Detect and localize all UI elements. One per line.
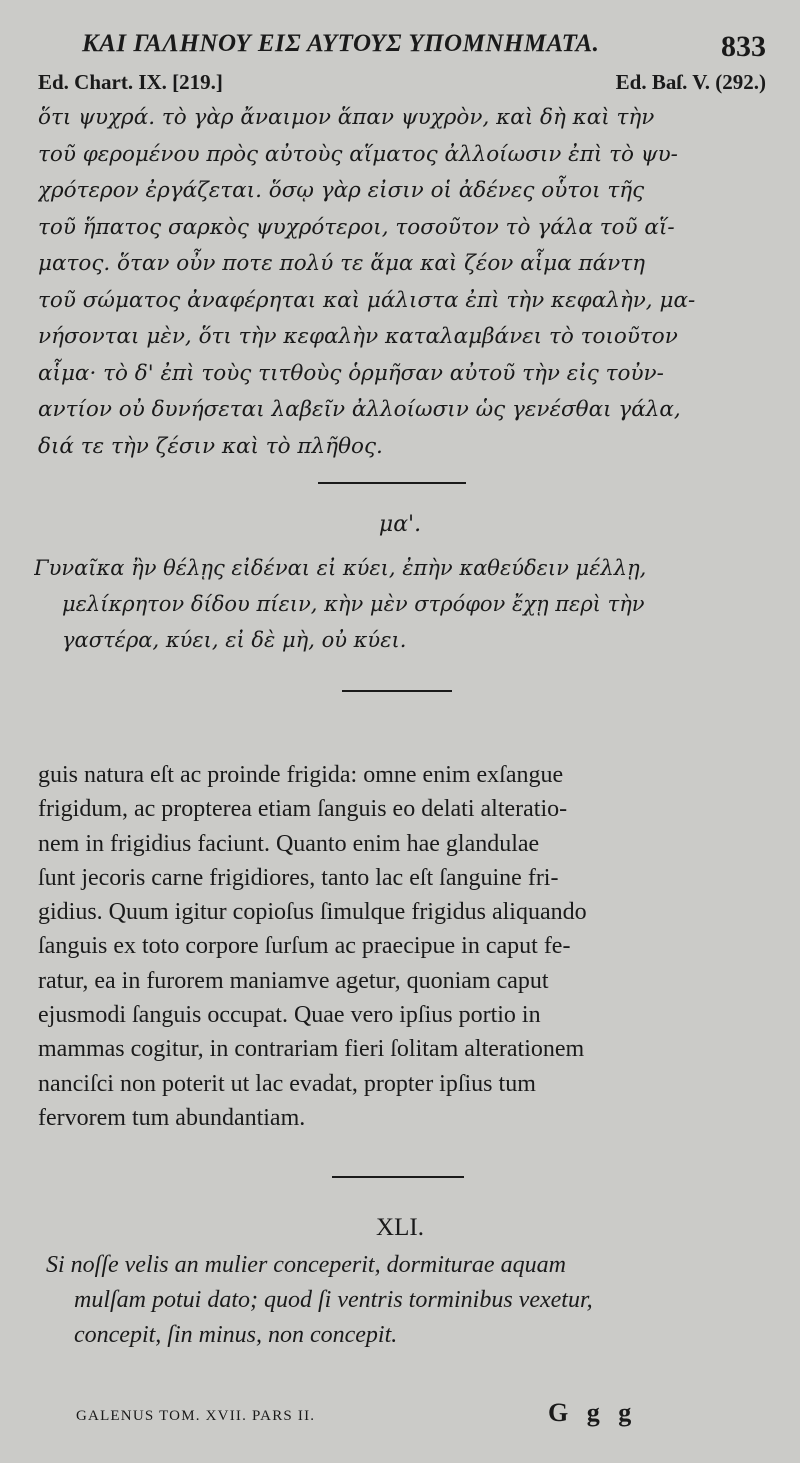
- text-line: αἷμα· τὸ δ' ἐπὶ τοὺς τιτθοὺς ὁρμῆσαν αὐτοῦ τὴν εἰς τοὐν-: [38, 360, 664, 386]
- text-line: guis natura eſt ac proinde frigida: omne enim exſangue: [38, 762, 564, 788]
- latin-aphorism: [46, 1248, 776, 1353]
- greek-aphorism-number: μα'.: [378, 512, 422, 537]
- text-line: τοῦ φερομένου πρὸς αὐτοὺς αἵματος ἀλλοίωσιν ἐπὶ τὸ ψυ-: [38, 141, 678, 167]
- text-line: ratur, ea in furorem maniamve agetur, quoniam caput: [38, 967, 549, 994]
- section-divider: [342, 690, 452, 692]
- text-line: αντίον οὐ δυνήσεται λαβεῖν ἀλλοίωσιν ὡς γενέσθαι γάλα,: [38, 397, 681, 422]
- text-line: τοῦ σώματος ἀναφέρηται καὶ μάλιστα ἐπὶ τὴν κεφαλὴν, μα-: [38, 287, 696, 313]
- section-divider: [332, 1176, 464, 1178]
- text-line: nanciſci non poterit ut lac evadat, propter ipſius tum: [38, 1070, 536, 1097]
- section-divider: [318, 482, 466, 484]
- text-line: γαστέρα, κύει, εἰ δὲ μὴ, οὐ κύει.: [62, 628, 407, 652]
- text-line: gidius. Quum igitur copioſus ſimulque frigidus aliquando: [38, 899, 587, 926]
- text-line: διά τε τὴν ζέσιν καὶ τὸ πλῆθος.: [38, 433, 383, 459]
- text-line: τοῦ ἥπατος σαρκὸς ψυχρότεροι, τοσοῦτον τὸ γάλα τοῦ αἵ-: [38, 214, 675, 240]
- text-line: μελίκρητον δίδου πίειν, κὴν μὲν στρόφον ἔχῃ περὶ τὴν: [62, 592, 645, 616]
- text-line: ὅτι ψυχρά. τὸ γὰρ ἄναιμον ἅπαν ψυχρὸν, καὶ δὴ καὶ τὴν: [38, 105, 655, 130]
- edition-reference-basel: Ed. Baſ. V. (292.): [615, 70, 766, 94]
- text-line: ejusmodi ſanguis occupat. Quae vero ipſius portio in: [38, 1002, 541, 1029]
- text-line: ſanguis ex toto corpore ſurſum ac praecipue in caput fe-: [38, 933, 571, 960]
- text-line: Γυναῖκα ἢν θέλῃς εἰδέναι εἰ κύει, ἐπὴν καθεύδειν μέλλῃ,: [34, 556, 647, 580]
- latin-aphorism-number: XLI.: [376, 1214, 424, 1241]
- footer-volume-note: GALENUS TOM. XVII. PARS II.: [76, 1408, 316, 1424]
- text-line: ſunt jecoris carne frigidiores, tanto lac eſt ſanguine fri-: [38, 864, 559, 891]
- text-line: mammas cogitur, in contrariam fieri ſolitam alterationem: [38, 1036, 585, 1063]
- running-head: ΚΑΙ ΓΑΛΗΝΟΥ ΕΙΣ ΑΥΤΟΥΣ ΥΠΟΜΝΗΜΑΤΑ.: [82, 30, 600, 57]
- text-line: frigidum, ac propterea etiam ſanguis eo delati alteratio-: [38, 796, 568, 823]
- text-line: fervorem tum abundantiam.: [38, 1104, 306, 1131]
- edition-reference-chartier: Ed. Chart. IX. [219.]: [38, 70, 223, 94]
- greek-aphorism: [34, 550, 774, 658]
- text-line: νήσονται μὲν, ὅτι τὴν κεφαλὴν καταλαμβάνει τὸ τοιοῦτον: [38, 324, 678, 349]
- text-line: concepit, ſin minus, non concepit.: [74, 1322, 398, 1348]
- text-line: ματος. ὅταν οὖν ποτε πολύ τε ἅμα καὶ ζέον αἷμα πάντη: [38, 251, 645, 276]
- latin-commentary: [38, 758, 768, 1135]
- greek-commentary: [38, 100, 766, 465]
- page-number: 833: [721, 30, 766, 63]
- text-line: χρότερον ἐργάζεται. ὅσῳ γὰρ εἰσιν οἱ ἀδένες οὗτοι τῆς: [38, 178, 645, 203]
- text-line: Si noſſe velis an mulier conceperit, dormiturae aquam: [46, 1252, 566, 1278]
- text-line: mulſam potui dato; quod ſi ventris torminibus vexetur,: [74, 1287, 593, 1313]
- signature-mark: G g g: [548, 1398, 638, 1427]
- text-line: nem in frigidius faciunt. Quanto enim hae glandulae: [38, 830, 540, 857]
